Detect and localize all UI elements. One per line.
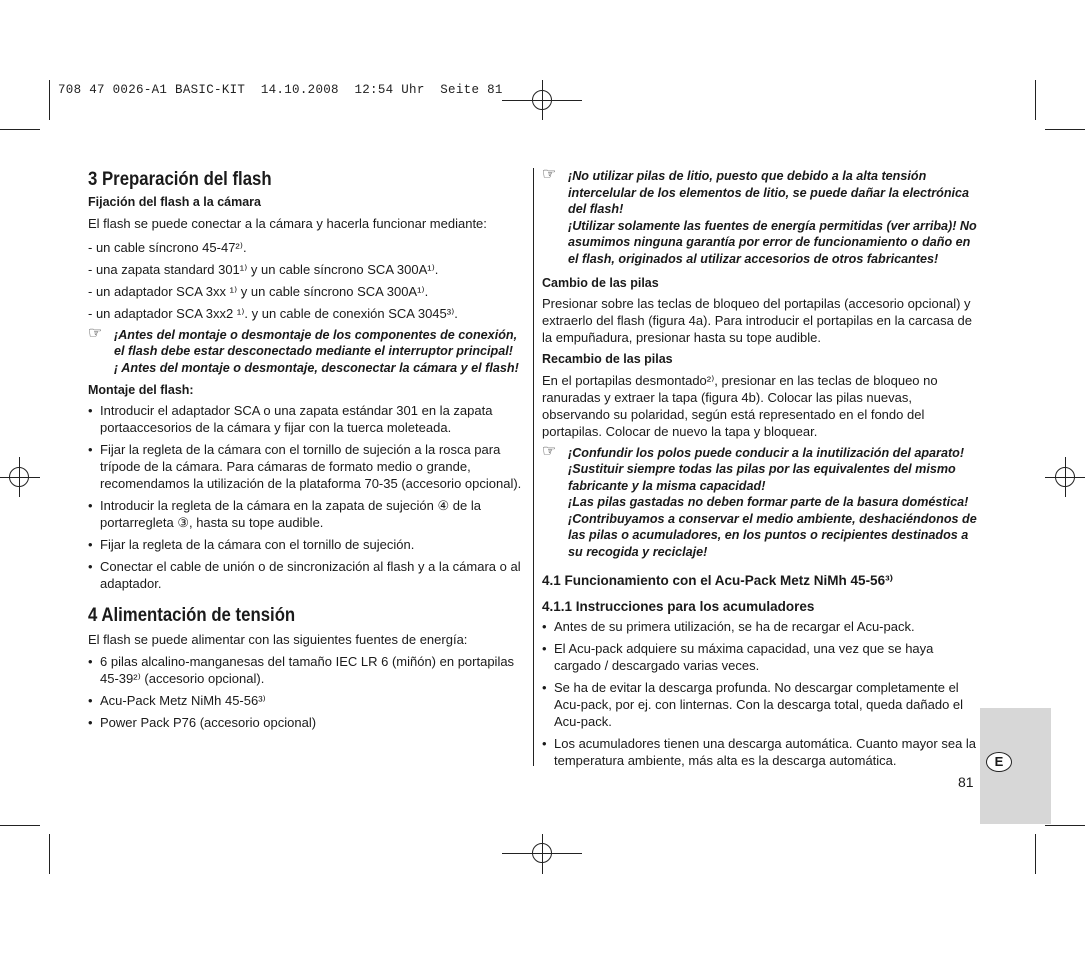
column-divider <box>533 168 534 766</box>
section-4-title: 4 Alimentación de tensión <box>88 604 296 627</box>
warning-text: ¡Las pilas gastadas no deben formar parte de la basura doméstica! ¡Contribuyamos a conservar el medio ambiente, deshaciéndonos de las pilas o acumuladores, en los puntos o recipientes destinados a su recogida y reciclaje! <box>568 495 977 559</box>
list-item: • Los acumuladores tienen una descarga automática. Cuanto mayor sea la temperatura ambiente, más alta es la descarga automática. <box>542 735 982 769</box>
battery-instructions-list <box>542 618 982 769</box>
list-item: • Introducir la regleta de la cámara en la zapata de sujeción ④ de la portarregleta ③, hasta su tope audible. <box>88 497 524 531</box>
cambio-heading: Cambio de las pilas <box>542 276 659 290</box>
pointing-hand-icon: ☞ <box>542 442 557 460</box>
print-slug: 708 47 0026-A1 BASIC-KIT 14.10.2008 12:54 Uhr Seite 81 <box>58 83 503 97</box>
cambio-text: Presionar sobre las teclas de bloqueo del portapilas (accesorio opcional) y extraerlo del flash (figura 4a). Para introducir el portapilas en la carcasa de la empuñadura, presionar hasta su tope audible. <box>542 296 972 346</box>
section-4-1-1-title: 4.1.1 Instrucciones para los acumuladores <box>542 598 815 614</box>
montaje-heading: Montaje del flash: <box>88 383 194 398</box>
warning-text: ¡Confundir los polos puede conducir a la inutilización del aparato! <box>568 445 965 460</box>
power-sources-list <box>88 653 524 731</box>
fijacion-item: - un cable síncrono 45-47²⁾. <box>88 239 247 255</box>
section-3-title: 3 Preparación del flash <box>88 168 272 190</box>
pointing-hand-icon: ☞ <box>542 166 557 183</box>
warning-note <box>88 324 524 377</box>
list-item: • Antes de su primera utilización, se ha de recargar el Acu-pack. <box>542 618 982 635</box>
fijacion-heading: Fijación del flash a la cámara <box>88 195 261 210</box>
warning-text: ¡Antes del montaje o desmontaje de los componentes de conexión, el flash debe estar desconectado mediante el interruptor principal! <box>114 327 518 359</box>
warning-text: ¡Utilizar solamente las fuentes de energía permitidas (ver arriba)! No asumimos ninguna garantía por error de funcionamiento o daño en el flash, originados al utilizar accesorios de otros fabricantes! <box>568 218 977 266</box>
warning-note <box>542 442 982 561</box>
montaje-list <box>88 402 524 592</box>
fijacion-item: - una zapata standard 301¹⁾ y un cable síncrono SCA 300A¹⁾. <box>88 261 439 277</box>
fijacion-item: - un adaptador SCA 3xx2 ¹⁾. y un cable de conexión SCA 3045³⁾. <box>88 305 458 321</box>
fijacion-item: - un adaptador SCA 3xx ¹⁾ y un cable síncrono SCA 300A¹⁾. <box>88 283 429 299</box>
section-4-intro: El flash se puede alimentar con las siguientes fuentes de energía: <box>88 631 468 647</box>
section-4-1-title: 4.1 Funcionamiento con el Acu-Pack Metz NiMh 45-56³⁾ <box>542 573 893 588</box>
list-item: • Introducir el adaptador SCA o una zapata estándar 301 en la zapata portaaccesorios de la cámara y fijar con la tuerca moleteada. <box>88 402 524 436</box>
recambio-text: En el portapilas desmontado²⁾, presionar en las teclas de bloqueo no ranuradas y extraer la tapa (figura 4b). Colocar las pilas nuevas, observando su polaridad, según está representado en el fondo del portapilas. Colocar de nuevo la tapa y bloquear. <box>542 372 938 439</box>
recambio-heading: Recambio de las pilas <box>542 352 673 367</box>
fijacion-intro: El flash se puede conectar a la cámara y hacerla funcionar mediante: <box>88 215 487 231</box>
right-column <box>542 168 982 774</box>
list-item: • Power Pack P76 (accesorio opcional) <box>88 714 524 731</box>
page-number: 81 <box>958 774 974 790</box>
warning-text: ¡Sustituir siempre todas las pilas por las equivalentes del mismo fabricante y la misma capacidad! <box>568 462 956 493</box>
warning-note <box>542 168 982 267</box>
list-item: • 6 pilas alcalino-manganesas del tamaño IEC LR 6 (miñón) en portapilas 45-39²⁾ (accesorio opcional). <box>88 653 524 687</box>
list-item: • Se ha de evitar la descarga profunda. No descargar completamente el Acu-pack, por ej. con linternas. Con la descarga total, queda dañado el Acu-pack. <box>542 679 982 730</box>
language-badge: E <box>986 752 1012 772</box>
warning-text: ¡No utilizar pilas de litio, puesto que debido a la alta tensión intercelular de los elementos de litio, se puede dañar la electrónica del flash! <box>568 169 970 216</box>
list-item: • Fijar la regleta de la cámara con el tornillo de sujeción. <box>88 536 524 553</box>
warning-text: ¡ Antes del montaje o desmontaje, desconectar la cámara y el flash! <box>114 360 519 375</box>
list-item: • El Acu-pack adquiere su máxima capacidad, una vez que se haya cargado / descargado varias veces. <box>542 640 982 674</box>
pointing-hand-icon: ☞ <box>88 324 103 342</box>
list-item: • Conectar el cable de unión o de sincronización al flash y a la cámara o al adaptador. <box>88 558 524 592</box>
list-item: • Acu-Pack Metz NiMh 45-56³⁾ <box>88 692 524 709</box>
list-item: • Fijar la regleta de la cámara con el tornillo de sujeción a la rosca para trípode de la cámara. Para cámaras de formato medio o grande, recomendamos la utilización de la plataforma 70-35 (accesorio opcional). <box>88 441 524 492</box>
left-column <box>88 168 524 736</box>
